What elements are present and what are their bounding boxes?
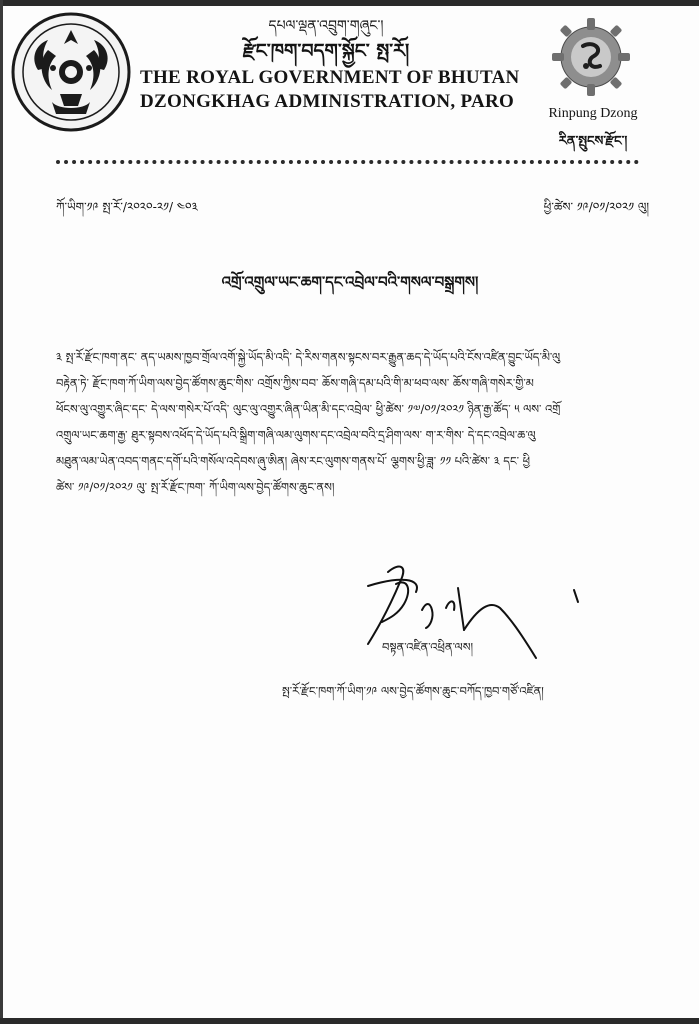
signatory-title: སྤ་རོ་རྫོང་ཁག་ཀོ་ཡིག་༡༩ ལས་བྱེད་ཚོགས་ཆུང་བཀོད་ཁྱབ་གཙོ་འཛིན། (282, 684, 544, 698)
dzong-label: Rinpung Dzong (548, 106, 638, 121)
body-line: ཕོངས་ལུ་འགྱུར་ཞིང་དང་ དེ་ལས་གསེར་པོ་འདི་ ལུང་ལུ་འགྱུར་ཞིན་ཡིན་མི་དང་འབྲེལ་ ཕྱི་ཚེས་ ༡༧/༠༡/༢༠༢༡ ཉིན་རྒྱ་ཚོད་ ༥ ལས་ འགྲོ (56, 402, 561, 416)
body-line: ཚེས་ ༡༩/༠༡/༢༠༢༡ ལུ་ སྤ་རོ་རྫོང་ཁག་ ཀོ་ཡིག་ལས་བྱེད་ཚོགས་ཆུང་ནས། (56, 480, 335, 494)
bottom-border (0, 1018, 699, 1024)
signatory-name: བསྟན་འཛིན་འཕྲིན་ལས། (382, 640, 474, 654)
letterhead-english-line2: DZONGKHAG ADMINISTRATION, PARO (140, 91, 515, 112)
letterhead (140, 16, 520, 114)
letterhead-tibetan-line2: རྫོང་ཁག་བདག་སྐྱོང་ སྤ་རོ། (242, 40, 410, 62)
reference-number: ཀོ་ཡིག་༡༩ སྤ་རོ་/༢༠༢༠-༢༡/ ༤༠༣ (56, 200, 198, 214)
body-line: འགྲུལ་ཡང་ཆག་རྒྱ་ ཐུར་སྟབས་འཕོད་དེ་ཡོད་པའི་སྒྲིག་གཞི་ལམ་ལུགས་དང་འབྲེལ་བའི་དྲ་ཤིག་ལས་ ག་ར་གིས་ དེ་དང་འབྲེལ་ཆ་ལུ (56, 428, 536, 442)
body-line: ༣ སྤ་རོ་རྫོང་ཁག་ནང་ ནད་ཡམས་ཁྱབ་གྲོལ་འགོ་སྐྱེ་ཡོད་མི་འདི་ དེ་རིས་གནས་སྟངས་བར་རྒྱུན་ཆད་དེ་ཡོད་པའི་ངོས་འཛིན་བྱུང་ཡོད་མི་ལུ (56, 350, 561, 364)
letterhead-english-line1: THE ROYAL GOVERNMENT OF BHUTAN (140, 67, 520, 88)
subject-heading: འགྲོ་འགྲུལ་ཡང་ཆག་དང་འབྲེལ་བའི་གསལ་བསྒྲགས། (221, 273, 479, 291)
dharma-wheel-icon (550, 16, 632, 98)
letter-body (56, 344, 644, 500)
royal-emblem-icon (8, 10, 134, 134)
body-line: མཐུན་ལམ་ཡེན་འབད་གནང་དགོ་པའི་གསོལ་འདེབས་ཞུ་ཨིན། ཞེས་རང་ལུགས་གནས་པོ་ ལྕགས་ཕྱི་ཟླ་ ༡༡ པའི་ཚེས་ ༣ དང་ ཕྱི (56, 454, 531, 468)
letter-date: ཕྱི་ཚེས་ ༡༩/༠༡/༢༠༢༡ ལུ། (543, 200, 649, 214)
dzong-tibetan-label: རིན་སྤུངས་རྫོང་། (558, 134, 628, 149)
left-border (0, 0, 3, 1024)
letterhead-divider (56, 160, 639, 164)
top-border (0, 0, 699, 6)
body-line: བརྟེན་ཏེ་ རྫོང་ཁག་ཀོ་ཡིག་ལས་བྱེད་ཚོགས་ཆུང་གིས་ འགྲོས་ཀྱིས་བབ་ ཆོས་གཞི་དམ་པའི་གི་མ་ཕབ་ལས་ ཆོས་གཞི་གསེར་གྱི་མ (56, 376, 534, 390)
letterhead-tibetan-line1: དཔལ་ལྡན་འབྲུག་གཞུང་། (268, 18, 384, 34)
